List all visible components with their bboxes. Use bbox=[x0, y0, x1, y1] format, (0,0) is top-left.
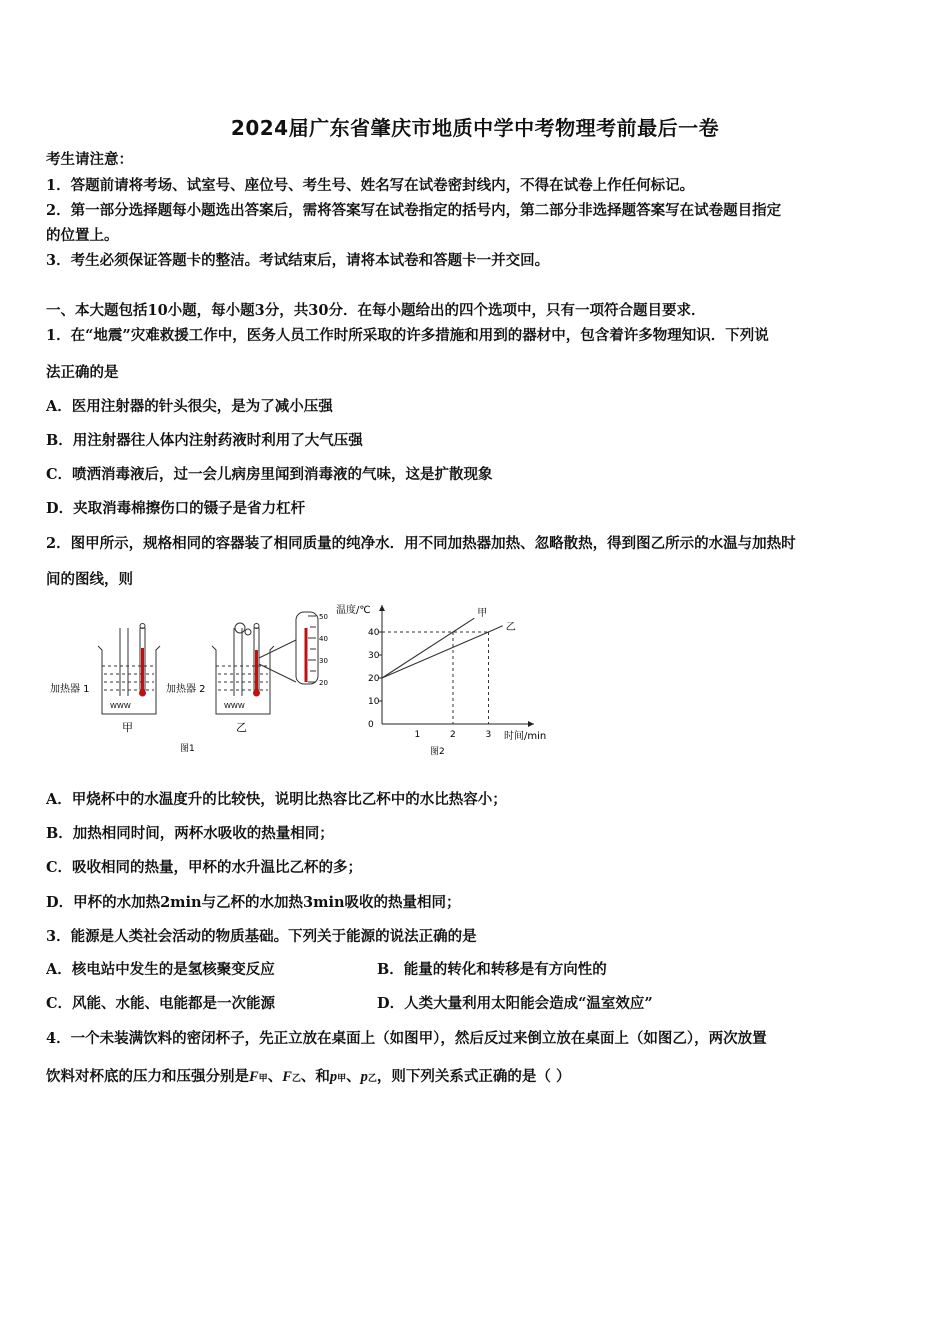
q4-stem-text: ，则下列关系式正确的是（ ） bbox=[376, 1068, 571, 1085]
y-tick-label: 20 bbox=[368, 674, 380, 684]
beaker-jia-label: 甲 bbox=[122, 721, 133, 734]
q3-option-b: B．能量的转化和转移是有方向性的 bbox=[377, 961, 607, 978]
q3-option-a: A．核电站中发生的是氢核聚变反应 bbox=[46, 961, 275, 978]
section-heading: 一、本大题包括10小题，每小题3分，共30分．在每小题给出的四个选项中，只有一项符合题目要求． bbox=[46, 302, 706, 319]
notice-heading: 考生请注意： bbox=[46, 151, 133, 168]
notice-item: 2．第一部分选择题每小题选出答案后，需将答案写在试卷指定的括号内，第二部分非选择题答案写在试卷题目指定 bbox=[46, 202, 782, 219]
y-axis-arrow bbox=[379, 605, 385, 611]
y-tick-label: 30 bbox=[368, 651, 380, 661]
y-tick-label: 0 bbox=[368, 720, 374, 730]
y-tick-label: 10 bbox=[368, 697, 380, 707]
var-F: F bbox=[249, 1069, 259, 1085]
x-tick-label: 3 bbox=[485, 730, 492, 740]
page-title: 2024届广东省肇庆市地质中学中考物理考前最后一卷 bbox=[230, 116, 720, 140]
thermo-tick: 30 bbox=[319, 657, 328, 665]
fig1-caption: 图1 bbox=[180, 744, 195, 754]
heater-coil: WWW bbox=[110, 702, 131, 710]
x-tick-label: 1 bbox=[414, 730, 421, 740]
thermometer-yi bbox=[253, 624, 296, 697]
var-F: F bbox=[282, 1069, 292, 1085]
q1-option-d: D．夹取消毒棉擦伤口的镊子是省力杠杆 bbox=[46, 500, 306, 517]
heater2-label: 加热器 2 bbox=[166, 684, 206, 695]
thermo-tick: 50 bbox=[319, 613, 328, 621]
x-tick-label: 2 bbox=[450, 730, 456, 740]
q2-option-b: B．加热相同时间，两杯水吸收的热量相同； bbox=[46, 825, 334, 842]
x-axis-label: 时间/min bbox=[504, 731, 547, 742]
q2-figure-svg bbox=[44, 598, 564, 768]
sep: 、 bbox=[267, 1068, 283, 1085]
heater-coil: WWW bbox=[224, 702, 245, 710]
thermo-tick: 40 bbox=[319, 635, 328, 643]
q2-stem: 间的图线，则 bbox=[46, 571, 133, 588]
sep: 、 bbox=[346, 1068, 361, 1085]
q3-option-d: D．人类大量利用太阳能会造成“温室效应” bbox=[377, 995, 653, 1012]
q2-figure bbox=[44, 598, 564, 772]
heater1-label: 加热器 1 bbox=[50, 684, 90, 695]
q1-option-a: A．医用注射器的针头很尖，是为了减小压强 bbox=[46, 398, 333, 415]
sub-yi: 乙 bbox=[291, 1074, 301, 1084]
q1-stem: 法正确的是 bbox=[46, 364, 119, 381]
q2-option-d: D．甲杯的水加热2min与乙杯的水加热3min吸收的热量相同； bbox=[46, 894, 461, 911]
notice-item: 1．答题前请将考场、试室号、座位号、考生号、姓名写在试卷密封线内，不得在试卷上作任何标记。 bbox=[46, 177, 695, 194]
q4-stem-text: 饮料对杯底的压力和压强分别是 bbox=[46, 1068, 249, 1085]
var-p: p bbox=[360, 1069, 368, 1085]
y-tick-label: 40 bbox=[368, 628, 380, 638]
q2-option-c: C．吸收相同的热量，甲杯的水升温比乙杯的多； bbox=[46, 859, 363, 876]
q3-stem: 3．能源是人类社会活动的物质基础。下列关于能源的说法正确的是 bbox=[46, 928, 477, 945]
q1-stem: 1．在“地震”灾难救援工作中，医务人员工作时所采取的许多措施和用到的器材中，包含着许多物理知识．下列说 bbox=[46, 327, 769, 344]
q4-stem: 4．一个未装满饮料的密闭杯子，先正立放在桌面上（如图甲），然后反过来倒立放在桌面上（如图乙），两次放置 bbox=[46, 1030, 767, 1047]
q1-option-b: B．用注射器往人体内注射药液时利用了大气压强 bbox=[46, 432, 363, 449]
beaker-yi-label: 乙 bbox=[236, 721, 247, 734]
fig2-caption: 图2 bbox=[430, 747, 445, 757]
sub-jia: 甲 bbox=[258, 1074, 268, 1084]
thermometer-jia bbox=[139, 624, 146, 697]
beaker-yi bbox=[212, 623, 274, 714]
sub-yi: 乙 bbox=[367, 1074, 377, 1084]
notice-item: 的位置上。 bbox=[46, 227, 119, 244]
var-p: p bbox=[329, 1069, 338, 1085]
sep: 、和 bbox=[300, 1068, 330, 1085]
notice-item: 3．考生必须保证答题卡的整洁。考试结束后，请将本试卷和答题卡一并交回。 bbox=[46, 252, 550, 269]
sub-jia: 甲 bbox=[337, 1074, 347, 1084]
temperature-time-chart bbox=[336, 603, 546, 742]
y-axis-label: 温度/℃ bbox=[336, 605, 371, 616]
series-line-yi bbox=[382, 626, 503, 678]
series-line-jia bbox=[382, 618, 474, 678]
x-axis-arrow bbox=[528, 721, 534, 727]
q3-option-c: C．风能、水能、电能都是一次能源 bbox=[46, 995, 276, 1012]
thermometer-zoom bbox=[296, 612, 328, 687]
series-label: 甲 bbox=[477, 608, 488, 620]
thermo-tick: 20 bbox=[319, 679, 328, 687]
q2-option-a: A．甲烧杯中的水温度升的比较快，说明比热容比乙杯中的水比热容小； bbox=[46, 791, 507, 808]
q2-stem: 2．图甲所示，规格相同的容器装了相同质量的纯净水．用不同加热器加热、忽略散热，得到图乙所示的水温与加热时 bbox=[46, 535, 796, 552]
q1-option-c: C．喷洒消毒液后，过一会儿病房里闻到消毒液的气味，这是扩散现象 bbox=[46, 466, 493, 483]
series-label: 乙 bbox=[505, 621, 516, 633]
q4-stem bbox=[46, 1067, 906, 1089]
